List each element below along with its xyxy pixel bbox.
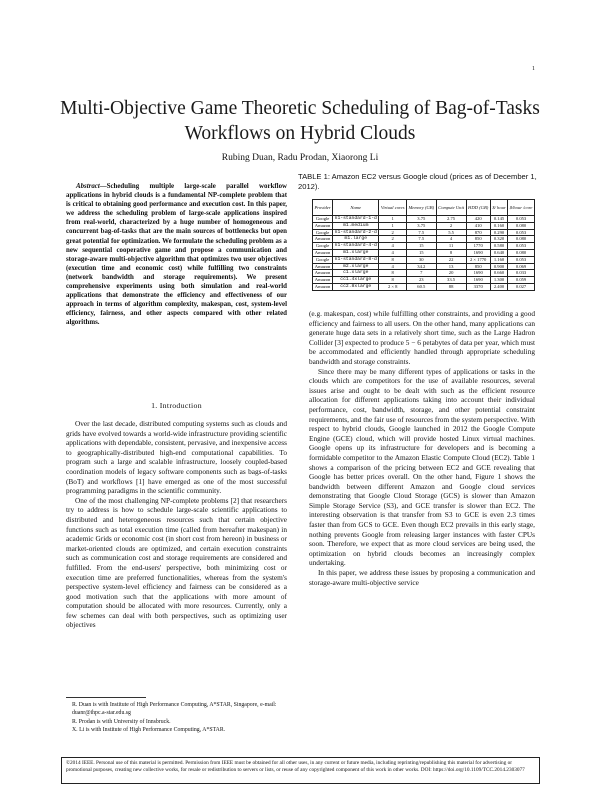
table-header-row (313, 200, 535, 216)
table-header: Virtual cores (379, 200, 407, 216)
footnote-rule (66, 697, 146, 698)
table-cell: Amazon (313, 277, 333, 284)
table-cell: n1-standard-2-d (334, 229, 377, 235)
body-paragraph: Since there may be many different types of applications or tasks in the clouds which are competitors for the use of available resources, several issues arise and ought to be dealt with such as the efficient resource allocation for different applications taking into account their individual performance, cost, bandwidth, storage, and other potential constraint requirements, and the fair use of resources from the system perspective. With respect to hybrid clouds, Google launched in 2012 the Google Compute Engine (GCE) cloud, which will provide hosted Linux virtual machines. Google opens up its infrastructure for developers and is becoming a formidable competitor to the Amazon Elastic Compute Cloud (EC2). Table 1 shows a comparison of the pricing between EC2 and GCE revealing that Google has better prices overall. On the other hand, Figure 1 shows the bandwidth between different Amazon and Google cloud services demonstrating that Google Cloud Storage (GCS) is slower than Amazon Simple Storage Service (S3), and GCE transfer is slower than EC2. The interesting observation is that transfer from S3 to GCE is even 2.3 times faster than from GCS to GCE. Even though EC2 prevails in this early stage, nothing prevents Google from releasing larger instances with faster CPUs soon. Therefore, we expect that as more cloud services are being used, the optimization on hybrid clouds becomes an increasingly complex undertaking. (309, 366, 535, 568)
table-cell: 7.5 (406, 236, 436, 243)
table-cell: 4 (379, 263, 407, 270)
table-cell: Google (313, 243, 333, 250)
table-cell: n1-standard-4-d (334, 243, 377, 249)
table-cell: 0.027 (508, 283, 535, 290)
table-cell: 0.033 (508, 270, 535, 277)
table-row (313, 283, 535, 290)
table-cell: n1-standard-8-d (334, 256, 377, 262)
abstract-label: Abstract (76, 183, 100, 190)
body-paragraph: In this paper, we address these issues by proposing a communication and storage-aware multi-objective service (309, 568, 535, 587)
table-cell: 0.080 (508, 222, 535, 229)
table-cell: 8 (379, 277, 407, 284)
table-cell: 7 (406, 270, 436, 277)
table-cell: m1.large (333, 236, 379, 243)
table-cell: 2.400 (490, 283, 507, 290)
table-cell: 2.75 (436, 216, 466, 223)
table-cell: 0.053 (508, 243, 535, 250)
table-cell: c1.xlarge (333, 270, 379, 277)
table-cell: 8 (436, 249, 466, 256)
table-row (313, 277, 535, 284)
section-heading-introduction: 1. Introduction (151, 401, 202, 410)
table-cell: 11 (436, 243, 466, 250)
table-cell: 15 (406, 249, 436, 256)
table-cell: 33.5 (436, 277, 466, 284)
intro-paragraph: One of the most challenging NP-complete problems [2] that researchers try to address is how to schedule large-scale scientific applications to distributed and heterogeneous resources such that certain objective functions such as total execution time (called from hereafter makespan) in academic Grids or economic cost (in short cost from hereon) in business or market-oriented clouds are optimized, and certain execution constraints such as communication cost and storage requirements are considered and fulfilled. From the end-users' perspective, both minimizing cost or execution time are preferred functionalities, whereas from the system's perspective system-level efficiency and fairness can be considered as a good motivation such that the applications with more amount of computation should be allocated with more resources. Currently, only a few schemes can deal with both perspectives, such as optimizing user objectives (66, 495, 287, 630)
table-cell: 0.660 (490, 270, 507, 277)
abstract (66, 182, 287, 328)
table-cell: 0.053 (508, 256, 535, 263)
body-paragraph: (e.g. makespan, cost) while fulfilling other constraints, and providing a good efficiency and fairness to all users. On the other hand, many applications can generate huge data sets in a relatively short time, such as the Large Hadron Collider [3] expected to produce 5 − 6 petabytes of data per year, which must be accommodated and efficiently handled through appropriate scheduling bandwidth and storage constraints. (309, 309, 535, 366)
table-cell: m1.xlarge (333, 249, 379, 256)
table-cell: Amazon (313, 222, 333, 229)
table-cell: 4 (379, 243, 407, 250)
intro-paragraph: Over the last decade, distributed computing systems such as clouds and grids have evolved towards a world-wide infrastructure providing scientific applications with dependable, consistent, pervasive, and inexpensive access to geographically-distributed high-end computational capabilities. To program such a large and scalable infrastructure, loosely coupled-based coordination models of legacy software components such as bags-of-tasks (BoT) and workflows [1] have emerged as one of the most successful programming paradigms in the scientific community. (66, 419, 287, 496)
table-cell: 22 (436, 256, 466, 263)
table-cell: 8 (379, 270, 407, 277)
table-cell: 0.080 (508, 249, 535, 256)
table-cell: n1-standard-1-d (334, 216, 377, 221)
table-body (313, 216, 535, 291)
table-caption: TABLE 1: Amazon EC2 versus Google cloud (prices as of December 1, 2012). (298, 172, 537, 191)
table-cell: 30 (406, 256, 436, 263)
table-cell: 1690 (466, 270, 490, 277)
table-cell: Amazon (313, 270, 333, 277)
table-header: Memory (GB) (406, 200, 436, 216)
table-row (313, 229, 535, 236)
paper-title: Multi-Objective Game Theoretic Scheduling of Bag-of-Tasks Workflows on Hybrid Clouds (60, 98, 540, 144)
table-cell: 1 (379, 216, 407, 223)
table-cell: 870 (466, 229, 490, 236)
table-header: $/ hour (490, 200, 507, 216)
table-cell: Google (313, 216, 333, 223)
table-cell: 1 (379, 222, 407, 229)
table-cell: 1.160 (490, 256, 507, 263)
table-cell: 23 (406, 277, 436, 284)
table-cell: 5.5 (436, 229, 466, 236)
table-cell: Amazon (313, 236, 333, 243)
table-cell: Amazon (313, 283, 333, 290)
copyright-notice: ©2014 IEEE. Personal use of this material is permitted. Permission from IEEE must be obtained for all other uses, in any current or future media, including reprinting/republishing this material for advertising or promotional purposes, creating new collective works, for resale or redistribution to servers or lists, or reuse of any copyrighted component of this work in other works. DOI: https://doi.org/10.1109/TCC.2014.2303077 (61, 757, 540, 784)
table-cell: 2 (436, 222, 466, 229)
table-cell: 2 × 1770 (466, 256, 490, 263)
abstract-text: —Scheduling multiple large-scale parallel workflow applications in hybrid clouds is a fundamental NP-complete problem that is critical to obtaining good performance and execution cost. In this paper, we address the scheduling problem of large-scale applications inspired from real-world, characterized by a huge number of homogeneous and concurrent bag-of-tasks that are the main sources of bottlenecks but open great potential for optimization. We formulate the scheduling problem as a new sequential cooperative game and propose a communication and storage-aware multi-objective algorithm that optimizes two user objectives (execution time and economic cost) while fulfilling two constraints (network bandwidth and storage requirements). We present comprehensive experiments using both simulation and real-world applications that demonstrate the efficiency and effectiveness of our approach in terms of algorithm complexity, makespan, cost, system-level efficiency, fairness, and other aspects compared with other related algorithms. (66, 183, 287, 327)
table-cell: cc1.4xlarge (333, 277, 379, 284)
table-cell: 3370 (466, 283, 490, 290)
footnote: R. Prodan is with University of Innsbruck. (72, 718, 171, 725)
paper-authors: Rubing Duan, Radu Prodan, Xiaorong Li (221, 153, 379, 163)
table-cell: 2 (379, 236, 407, 243)
table-cell: 410 (466, 222, 490, 229)
table-header: Name (333, 200, 379, 216)
table-cell: Google (313, 229, 333, 236)
table-row (313, 256, 535, 263)
table-cell: Amazon (313, 263, 333, 270)
table-cell: 13 (436, 263, 466, 270)
introduction-body (66, 419, 287, 630)
table-header: Compute Unit (436, 200, 466, 216)
table-cell: 1690 (466, 249, 490, 256)
table-cell: 60.5 (406, 283, 436, 290)
table-cell: 4 (436, 236, 466, 243)
table-cell: 0.900 (490, 263, 507, 270)
table-cell: 7.5 (406, 229, 436, 236)
table-cell: 0.059 (508, 277, 535, 284)
table-row (313, 243, 535, 250)
table-cell: 0.069 (508, 263, 535, 270)
table-row (313, 249, 535, 256)
table-cell: 2 × 8 (379, 283, 407, 290)
table-cell: 4 (379, 249, 407, 256)
table-cell: m2.xlarge (333, 263, 379, 270)
table-cell: 0.290 (490, 229, 507, 236)
table-cell: 850 (466, 236, 490, 243)
table-cell: Amazon (313, 249, 333, 256)
table-row (313, 216, 535, 223)
table-cell: 1690 (466, 277, 490, 284)
table-row (313, 236, 535, 243)
table-cell: 0.160 (490, 222, 507, 229)
table-cell: 0.640 (490, 249, 507, 256)
table-cell: cc2.8xlarge (333, 283, 379, 290)
table-header: Provider (313, 200, 333, 216)
table-cell: 850 (466, 263, 490, 270)
table-cell: 15 (406, 243, 436, 250)
table-cell: 0.580 (490, 243, 507, 250)
pricing-table (312, 199, 535, 291)
right-column-body (309, 309, 535, 587)
table-cell: 8 (379, 256, 407, 263)
table-cell: 0.053 (508, 216, 535, 223)
footnote: X. Li is with Institute of High Performance Computing, A*STAR. (72, 726, 226, 733)
table-cell: m1.medium (333, 222, 379, 229)
table-cell: Google (313, 256, 333, 263)
page-number: 1 (532, 66, 535, 72)
table-cell: 34.2 (406, 263, 436, 270)
table-cell: 88 (436, 283, 466, 290)
table-cell: 0.080 (508, 236, 535, 243)
table-cell: 3.75 (406, 216, 436, 223)
table-cell: 1770 (466, 243, 490, 250)
table-cell: 0.320 (490, 236, 507, 243)
table-row (313, 270, 535, 277)
table-cell: 0.145 (490, 216, 507, 223)
table-cell: 420 (466, 216, 490, 223)
table-header: HDD (GB) (466, 200, 490, 216)
footnotes (66, 701, 287, 734)
table-cell: 1.300 (490, 277, 507, 284)
table-cell: 3.75 (406, 222, 436, 229)
table-cell: 20 (436, 270, 466, 277)
table-cell: 2 (379, 229, 407, 236)
table-cell: 0.053 (508, 229, 535, 236)
table-header: $/hour /core (508, 200, 535, 216)
table-row (313, 263, 535, 270)
footnote: R. Duan is with Institute of High Performance Computing, A*STAR, Singapore, e-mail: duanr@ihpc.a-star.edu.sg (72, 702, 277, 717)
table-row (313, 222, 535, 229)
